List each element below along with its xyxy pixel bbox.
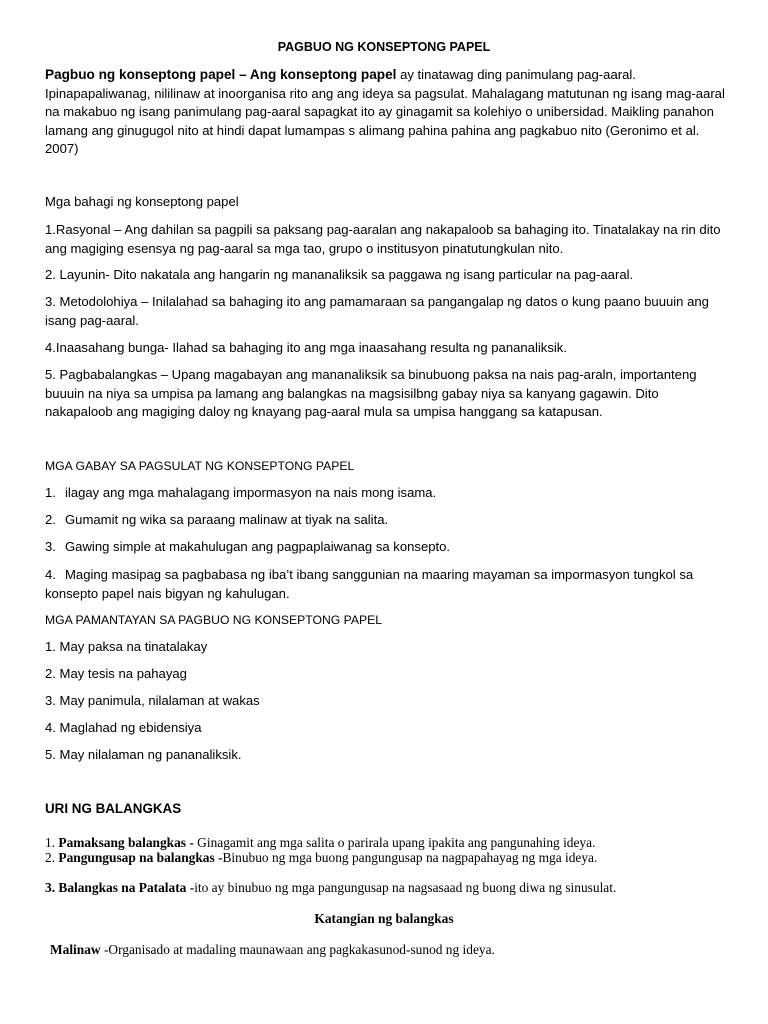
uri-bold-1: Pamaksang balangkas - [58,835,194,850]
uri-bold-2: Pangungusap na balangkas - [58,850,223,865]
intro-bold: Pagbuo ng konseptong papel – Ang konseptong papel [45,67,397,82]
uri-num-1: 1. [45,835,59,850]
gabay-text-1: ilagay ang mga mahalagang impormasyon na nais mong isama. [65,485,437,500]
gabay-num-2: 2. [45,512,56,527]
gabay-text-2: Gumamit ng wika sa paraang malinaw at tiyak na salita. [65,512,389,527]
intro-text: ay tinatawag ding panimulang pag-aaral. Ipinapapaliwanag, nililinaw at inoorganisa rito ang ang ideya sa pagsulat. Mahalagang matutunan ng isang mag-aaral na makabuo ng isang panimulang pag-aaral sapagkat ito ay ginagamit sa kolehiyo o unibersidad. Maikling panahon lamang ang ginugugol nito at hindi dapat lumampas s alimang pahina pahina ang pagkabuo nito (Geronimo et al. 2007) [45,67,725,156]
pamantayan-item-1: 1. May paksa na tinatalakay [45,639,208,654]
uri-num-2: 2. [45,850,59,865]
pamantayan-item-2: 2. May tesis na pahayag [45,666,187,681]
uri-text-3: ito ay binubuo ng mga pangungusap na nagsasaad ng buong diwa ng sinusulat. [194,880,617,895]
uri-heading: URI NG BALANGKAS [45,801,182,816]
uri-text-2: Binubuo ng mga buong pangungusap na nagpapahayag ng mga ideya. [222,850,598,865]
uri-item-3 [45,880,725,895]
katangian-text: -Organisado at madaling maunawaan ang pagkakasunod-sunod ng ideya. [100,942,495,957]
bahagi-item-5: 5. Pagbabalangkas – Upang magabayan ang mananaliksik sa binubuong paksa na nais pag-araln, importanteng buuuin na niya sa umpisa pa lamang ang balangkas na magsisilbng gabay niya sa kanyang gagawin. Dito nakapaloob ang magiging daloy ng knayang pag-aaral mula sa umpisa hanggang sa katapusan. [45,367,697,419]
pamantayan-heading: MGA PAMANTAYAN SA PAGBUO NG KONSEPTONG PAPEL [45,613,383,627]
uri-text-1: Ginagamit ang mga salita o parirala upang ipakita ang pangunahing ideya. [193,835,596,850]
pamantayan-item-3: 3. May panimula, nilalaman at wakas [45,693,260,708]
gabay-item-2 [45,511,725,530]
uri-item-2 [45,850,725,865]
gabay-num-1: 1. [45,485,56,500]
gabay-heading: MGA GABAY SA PAGSULAT NG KONSEPTONG PAPEL [45,459,355,473]
bahagi-heading: Mga bahagi ng konseptong papel [45,194,239,209]
page-title: PAGBUO NG KONSEPTONG PAPEL [277,40,491,54]
uri-item-1 [45,835,725,850]
gabay-item-4 [45,566,725,603]
katangian-bold: Malinaw [50,942,101,957]
gabay-item-1 [45,484,725,503]
bahagi-item-4: 4.Inaasahang bunga- Ilahad sa bahaging ito ang mga inaasahang resulta ng pananaliksik. [45,340,567,355]
pamantayan-item-5: 5. May nilalaman ng pananaliksik. [45,747,242,762]
katangian-heading: Katangian ng balangkas [314,911,454,926]
gabay-text-4: Maging masipag sa pagbabasa ng iba’t ibang sanggunian na maaring mayaman sa impormasyon tungkol sa konsepto papel nais bigyan ng kahulugan. [45,567,694,601]
gabay-text-3: Gawing simple at makahulugan ang pagpaplaiwanag sa konsepto. [65,539,451,554]
gabay-item-3 [45,538,725,557]
bahagi-item-2: 2. Layunin- Dito nakatala ang hangarin ng mananaliksik sa paggawa ng isang particular na pag-aaral. [45,267,634,282]
pamantayan-item-4: 4. Maglahad ng ebidensiya [45,720,202,735]
gabay-num-4: 4. [45,567,56,582]
uri-bold-3: 3. Balangkas na Patalata - [45,880,195,895]
intro-paragraph [45,66,725,159]
bahagi-item-1: 1.Rasyonal – Ang dahilan sa pagpili sa paksang pag-aaralan ang nakapaloob sa bahaging ito. Tinatalakay na rin dito ang magiging esensya ng pag-aaral sa mga tao, grupo o institusyon pinatutungkulan nito. [45,222,721,256]
katangian-item [50,942,730,957]
gabay-num-3: 3. [45,539,56,554]
bahagi-item-3: 3. Metodolohiya – Inilalahad sa bahaging ito ang pamamaraan sa pangangalap ng datos o kung paano buuuin ang isang pag-aaral. [45,294,709,328]
